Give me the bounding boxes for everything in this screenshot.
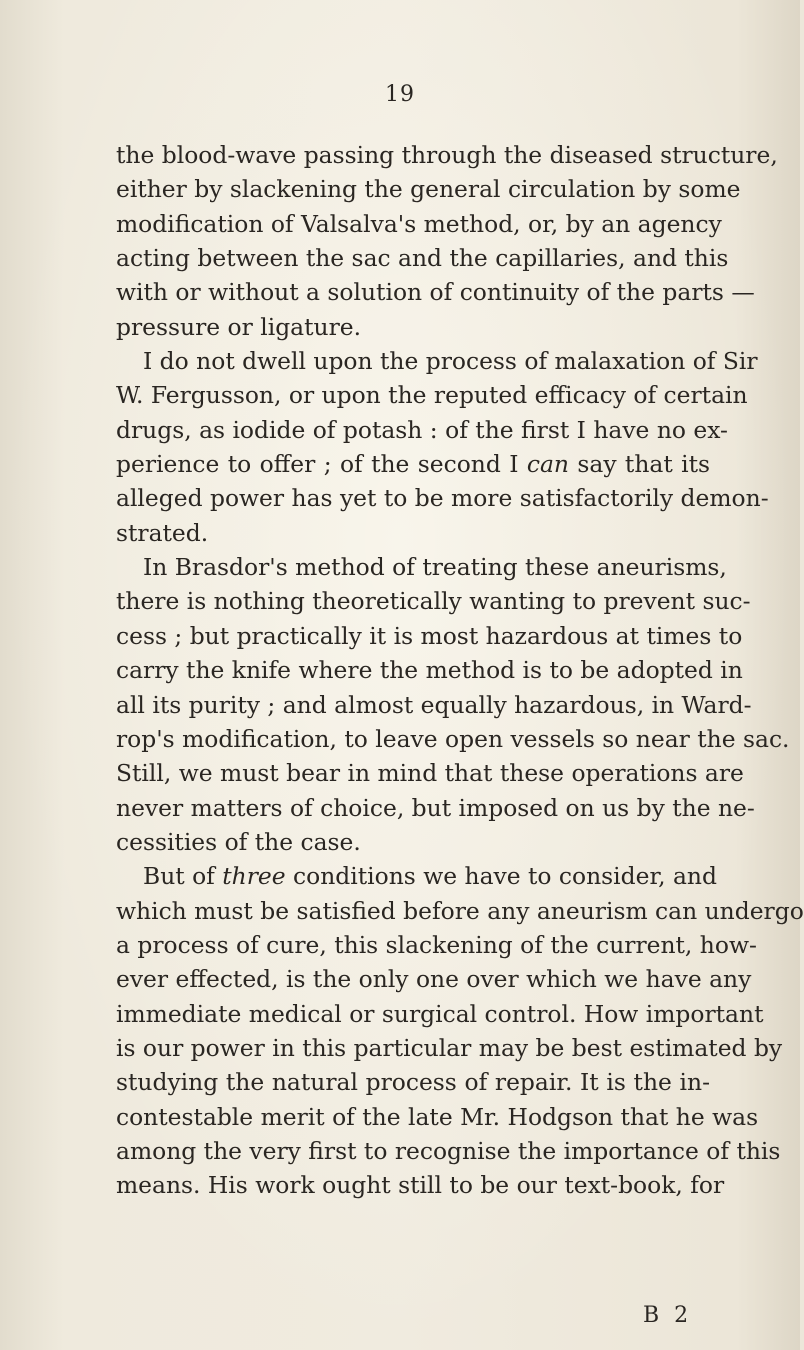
text-line: never matters of choice, but imposed on us by the ne- [116,793,755,822]
text-line [116,447,710,481]
text-line: W. Fergusson, or upon the reputed efficacy of certain [116,381,748,410]
text-segment: But of [143,862,223,891]
text-line: carry the knife where the method is to be adopted in [116,656,743,685]
text-segment: perience to offer ; of the second I [116,450,527,479]
text-line: drugs, as iodide of potash : of the first I have no ex- [116,415,728,444]
italic-word: three [222,862,286,891]
text-line: strated. [116,518,209,547]
page-number: 19 [385,82,415,107]
text-line: In Brasdor's method of treating these aneurisms, [143,553,727,582]
text-line: alleged power has yet to be more satisfactorily demon- [116,484,769,513]
text-line: cessities of the case. [116,827,361,856]
text-line: which must be satisfied before any aneurism can undergo [116,896,804,925]
body-text [116,138,804,1203]
text-line: studying the natural process of repair. It is the in- [116,1068,710,1097]
text-line: all its purity ; and almost equally hazardous, in Ward- [116,690,752,719]
text-line: the blood-wave passing through the diseased structure, [116,141,778,169]
text-line: ever effected, is the only one over which we have any [116,965,752,994]
text-line: rop's modification, to leave open vessels so near the sac. [116,724,790,753]
text-line: immediate medical or surgical control. How important [116,999,764,1028]
text-line: with or without a solution of continuity of the parts — [116,278,755,307]
text-line: is our power in this particular may be best estimated by [116,1033,783,1062]
text-line: modification of Valsalva's method, or, by an agency [116,209,722,238]
text-line: cess ; but practically it is most hazardous at times to [116,621,743,650]
text-line: acting between the sac and the capillaries, and this [116,244,729,273]
italic-word: can [526,450,569,479]
signature-mark: B 2 [643,1303,693,1328]
text-line: a process of cure, this slackening of the current, how- [116,930,757,959]
text-segment: say that its [568,450,710,479]
text-line: means. His work ought still to be our text-book, for [116,1171,725,1200]
text-line: I do not dwell upon the process of malaxation of Sir [143,347,758,376]
text-line: either by slackening the general circulation by some [116,175,741,204]
text-line: Still, we must bear in mind that these operations are [116,759,744,788]
text-line: pressure or ligature. [116,312,362,341]
text-line: there is nothing theoretically wanting to prevent suc- [116,587,751,616]
text-segment: conditions we have to consider, and [285,862,717,891]
text-line: among the very first to recognise the importance of this [116,1136,781,1165]
text-line: contestable merit of the late Mr. Hodgson that he was [116,1102,759,1131]
text-line [116,859,717,893]
